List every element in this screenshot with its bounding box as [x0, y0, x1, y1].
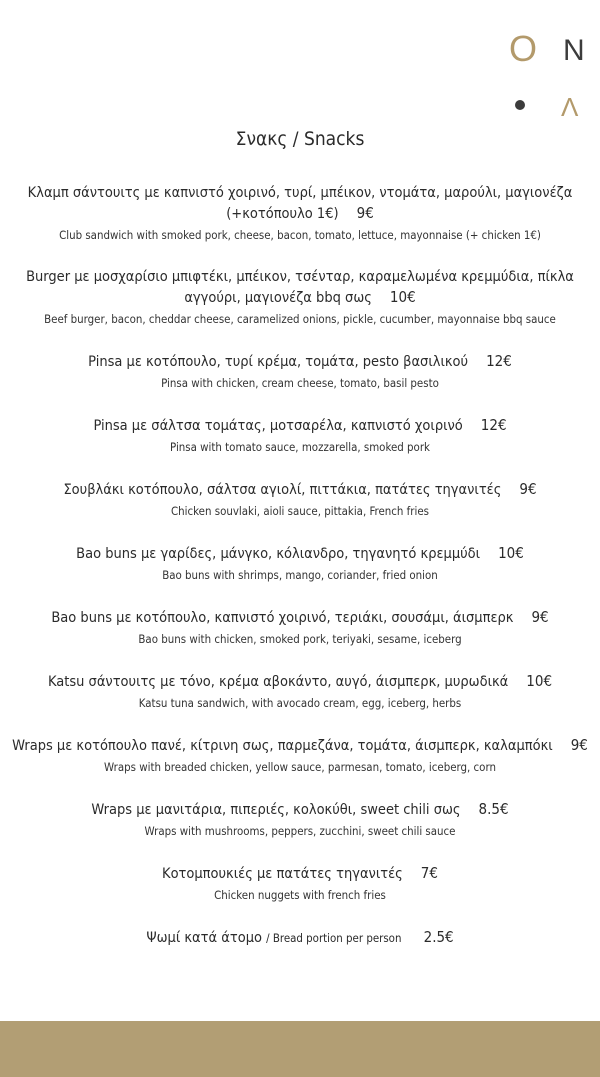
item-english: Bao buns with shrimps, mango, coriander, fried onion — [162, 568, 438, 582]
item-greek: Κοτομπουκιές με πατάτες τηγανιτές — [162, 866, 403, 882]
item-greek: Burger με μοσχαρίσιο μπιφτέκι, μπέικον, τσένταρ, καραμελωμένα κρεμμύδια, πίκλα αγγούρι, μαγιονέζα bbq σως — [26, 269, 574, 306]
menu-list — [0, 183, 600, 972]
bread-price: 2.5€ — [423, 928, 454, 946]
item-greek: Pinsa με κοτόπουλο, τυρί κρέμα, τομάτα, pesto βασιλικού — [88, 354, 469, 370]
item-greek: Wraps με μανιτάρια, πιπεριές, κολοκύθι, sweet chili σως — [91, 802, 461, 818]
menu-item — [0, 415, 600, 455]
item-greek: Pinsa με σάλτσα τομάτας, μοτσαρέλα, καπνιστό χοιρινό — [93, 418, 463, 434]
logo-dot — [515, 100, 525, 110]
logo-letter-o: O — [509, 28, 538, 69]
bread-english: / Bread portion per person — [266, 931, 402, 945]
item-price: 9€ — [356, 204, 374, 222]
item-greek: Katsu σάντουιτς με τόνο, κρέμα αβοκάντο, αυγό, άισμπερκ, μυρωδικά — [47, 674, 509, 690]
item-price: 10€ — [498, 544, 524, 562]
menu-item — [0, 607, 600, 647]
item-english: Katsu tuna sandwich, with avocado cream, egg, iceberg, herbs — [138, 696, 462, 710]
item-price: 7€ — [420, 864, 438, 882]
footer-band — [0, 1021, 600, 1077]
item-english: Chicken souvlaki, aioli sauce, pittakia, French fries — [171, 504, 429, 518]
item-english: Wraps with breaded chicken, yellow sauce, parmesan, tomato, iceberg, corn — [104, 760, 496, 774]
item-price: 9€ — [570, 736, 588, 754]
menu-item — [0, 543, 600, 583]
bread-greek: Ψωμί κατά άτομο — [146, 930, 262, 946]
menu-item — [0, 267, 600, 327]
menu-item — [0, 735, 600, 775]
item-price: 9€ — [519, 480, 537, 498]
item-english: Club sandwich with smoked pork, cheese, bacon, tomato, lettuce, mayonnaise (+ chicken 1€) — [59, 228, 541, 242]
logo-letter-lambda: Λ — [561, 92, 579, 122]
item-price: 8.5€ — [478, 800, 509, 818]
item-price: 10€ — [526, 672, 553, 690]
item-greek: Wraps με κοτόπουλο πανέ, κίτρινη σως, παρμεζάνα, τομάτα, άισμπερκ, καλαμπόκι — [12, 738, 553, 754]
item-english: Pinsa with tomato sauce, mozzarella, smoked pork — [170, 440, 430, 454]
logo-letter-n: N — [563, 34, 585, 67]
menu-item — [0, 479, 600, 519]
item-price: 10€ — [389, 288, 416, 306]
item-price: 9€ — [531, 608, 549, 626]
item-price: 12€ — [480, 416, 507, 434]
menu-item — [0, 183, 600, 243]
item-greek: Σουβλάκι κοτόπουλο, σάλτσα αγιολί, πιττάκια, πατάτες τηγανιτές — [63, 482, 502, 498]
restaurant-logo — [505, 28, 585, 128]
item-price: 12€ — [486, 352, 512, 370]
item-english: Chicken nuggets with french fries — [214, 888, 386, 902]
item-english: Bao buns with chicken, smoked pork, teriyaki, sesame, iceberg — [138, 632, 462, 646]
item-greek: Κλαμπ σάντουιτς με καπνιστό χοιρινό, τυρί, μπέικον, ντομάτα, μαρούλι, μαγιονέζα (+κοτόπουλο 1€) — [27, 185, 573, 222]
section-title: Σνακς / Snacks — [235, 128, 365, 150]
menu-item — [0, 351, 600, 391]
item-greek: Bao buns με γαρίδες, μάνγκο, κόλιανδρο, τηγανητό κρεμμύδι — [76, 546, 481, 562]
menu-item — [0, 863, 600, 903]
item-english: Wraps with mushrooms, peppers, zucchini, sweet chili sauce — [144, 824, 456, 838]
menu-item-bread — [0, 927, 600, 948]
item-english: Beef burger, bacon, cheddar cheese, caramelized onions, pickle, cucumber, mayonnaise bbq sauce — [44, 312, 556, 326]
menu-item — [0, 671, 600, 711]
menu-item — [0, 799, 600, 839]
item-english: Pinsa with chicken, cream cheese, tomato, basil pesto — [161, 376, 439, 390]
item-greek: Bao buns με κοτόπουλο, καπνιστό χοιρινό, τεριάκι, σουσάμι, άισμπερκ — [51, 610, 514, 626]
